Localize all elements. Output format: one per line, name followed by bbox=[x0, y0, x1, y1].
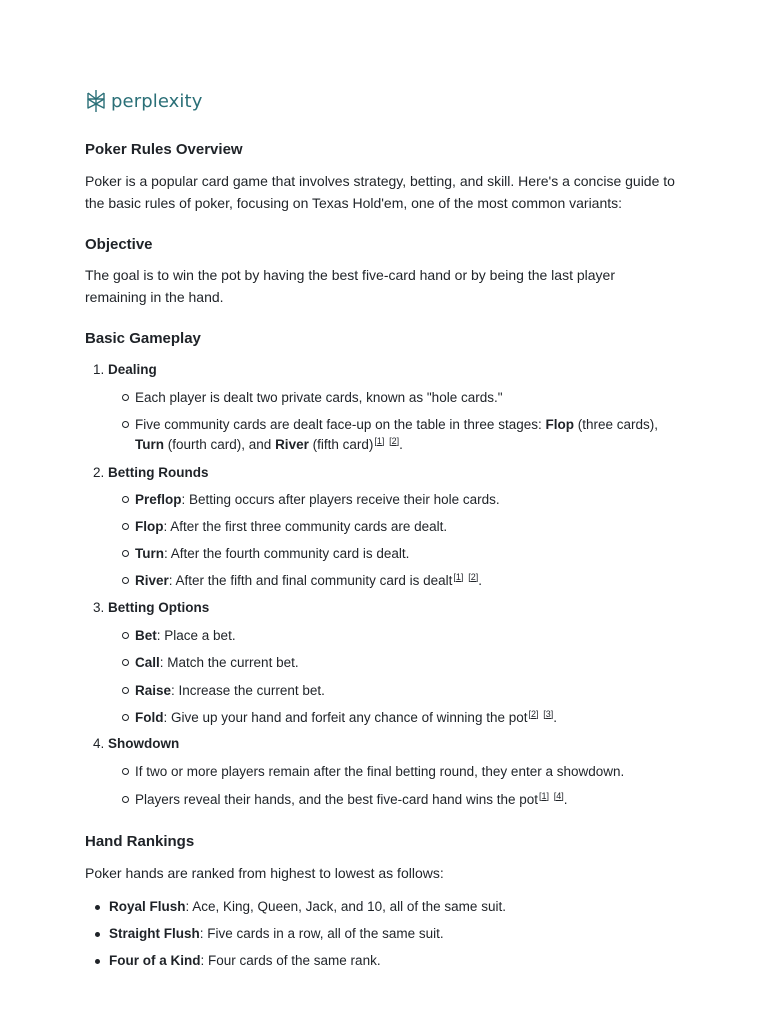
intro-line-2: the basic rules of poker, focusing on Texas Hold'em, one of the most common variants: bbox=[85, 195, 623, 211]
sub-item-label: River bbox=[275, 437, 309, 452]
sub-item bbox=[135, 516, 447, 537]
sub-item-label: Fold bbox=[135, 710, 164, 725]
ranking-item bbox=[109, 953, 381, 968]
sub-item-text: : Give up your hand and forfeit any chance of winning the pot bbox=[163, 710, 528, 725]
ranking-text: : Five cards in a row, all of the same suit. bbox=[199, 926, 444, 941]
sub-item-label: Flop bbox=[545, 417, 574, 432]
ranking-text: : Ace, King, Queen, Jack, and 10, all of the same suit. bbox=[185, 899, 506, 914]
citation-link[interactable]: [2] bbox=[389, 435, 400, 446]
list-number: 3. bbox=[93, 600, 105, 615]
objective-heading: Objective bbox=[85, 236, 153, 253]
sub-item bbox=[135, 543, 409, 564]
objective-line-1: The goal is to win the pot by having the best five-card hand or by being the last player bbox=[85, 267, 615, 283]
sub-item-label: Turn bbox=[135, 437, 164, 452]
intro-line-1: Poker is a popular card game that involves strategy, betting, and skill. Here's a concise guide to bbox=[85, 173, 675, 189]
gameplay-heading: Basic Gameplay bbox=[85, 330, 201, 347]
rankings-heading: Hand Rankings bbox=[85, 833, 195, 850]
sub-item-label: Raise bbox=[135, 683, 172, 698]
perplexity-logo-icon bbox=[85, 89, 107, 113]
punctuation: . bbox=[563, 792, 568, 807]
list-number: 4. bbox=[93, 736, 105, 751]
sub-item bbox=[135, 707, 557, 728]
ranking-item bbox=[109, 899, 506, 914]
sub-item bbox=[135, 414, 658, 435]
ranking-item bbox=[109, 926, 444, 941]
citation-link[interactable]: [1] bbox=[374, 435, 385, 446]
list-label: Showdown bbox=[108, 736, 180, 751]
list-item-showdown bbox=[93, 736, 179, 751]
citation-link[interactable]: [3] bbox=[543, 708, 554, 719]
sub-item-text: (fourth card), and bbox=[164, 437, 276, 452]
sub-item bbox=[135, 570, 482, 591]
sub-item-label: River bbox=[135, 573, 169, 588]
sub-item bbox=[135, 625, 236, 646]
sub-item-label: Preflop bbox=[135, 492, 182, 507]
sub-item-text: Players reveal their hands, and the best five-card hand wins the pot bbox=[135, 792, 538, 807]
citation-link[interactable]: [1] bbox=[538, 790, 549, 801]
ranking-label: Four of a Kind bbox=[109, 953, 201, 968]
sub-item bbox=[135, 489, 500, 510]
brand-name: perplexity bbox=[111, 90, 203, 112]
sub-item-text: (fifth card) bbox=[308, 437, 374, 452]
brand-logo bbox=[85, 89, 202, 113]
list-item-betting-options bbox=[93, 600, 209, 615]
sub-item-label: Bet bbox=[135, 628, 157, 643]
sub-item bbox=[135, 789, 568, 810]
rankings-intro: Poker hands are ranked from highest to lowest as follows: bbox=[85, 865, 444, 881]
sub-item-continued bbox=[135, 434, 403, 455]
punctuation: . bbox=[478, 573, 482, 588]
sub-item-label: Call bbox=[135, 655, 160, 670]
sub-item-text: Five community cards are dealt face-up on the table in three stages: bbox=[135, 417, 546, 432]
sub-item-text: Each player is dealt two private cards, known as "hole cards." bbox=[135, 390, 503, 405]
citation-link[interactable]: [1] bbox=[453, 571, 464, 582]
citation-link[interactable]: [2] bbox=[528, 708, 539, 719]
sub-item-text: : After the fourth community card is dealt. bbox=[164, 546, 410, 561]
list-label: Dealing bbox=[108, 362, 157, 377]
citation-link[interactable]: [4] bbox=[553, 790, 564, 801]
sub-item-text: : Place a bet. bbox=[156, 628, 236, 643]
list-label: Betting Options bbox=[108, 600, 210, 615]
sub-item-text: : After the first three community cards are dealt. bbox=[163, 519, 448, 534]
sub-item-text: If two or more players remain after the final betting round, they enter a showdown. bbox=[135, 764, 625, 779]
sub-item-text: : Betting occurs after players receive their hole cards. bbox=[181, 492, 500, 507]
sub-item bbox=[135, 680, 325, 701]
punctuation: . bbox=[553, 710, 558, 725]
sub-item bbox=[135, 761, 624, 782]
ranking-label: Straight Flush bbox=[109, 926, 200, 941]
ranking-label: Royal Flush bbox=[109, 899, 186, 914]
sub-item-text: (three cards), bbox=[573, 417, 658, 432]
citation-link[interactable]: [2] bbox=[468, 571, 479, 582]
sub-item-label: Turn bbox=[135, 546, 164, 561]
sub-item bbox=[135, 652, 299, 673]
list-label: Betting Rounds bbox=[108, 465, 209, 480]
sub-item bbox=[135, 387, 503, 408]
list-number: 1. bbox=[93, 362, 105, 377]
sub-item-text: : Match the current bet. bbox=[159, 655, 299, 670]
sub-item-text: : Increase the current bet. bbox=[171, 683, 325, 698]
list-number: 2. bbox=[93, 465, 105, 480]
sub-item-text: : After the fifth and final community card is dealt bbox=[168, 573, 453, 588]
punctuation: . bbox=[399, 437, 403, 452]
list-item-betting-rounds bbox=[93, 465, 209, 480]
ranking-text: : Four cards of the same rank. bbox=[200, 953, 381, 968]
objective-line-2: remaining in the hand. bbox=[85, 289, 224, 305]
page-title: Poker Rules Overview bbox=[85, 141, 243, 158]
sub-item-label: Flop bbox=[135, 519, 164, 534]
list-item-dealing bbox=[93, 362, 157, 377]
